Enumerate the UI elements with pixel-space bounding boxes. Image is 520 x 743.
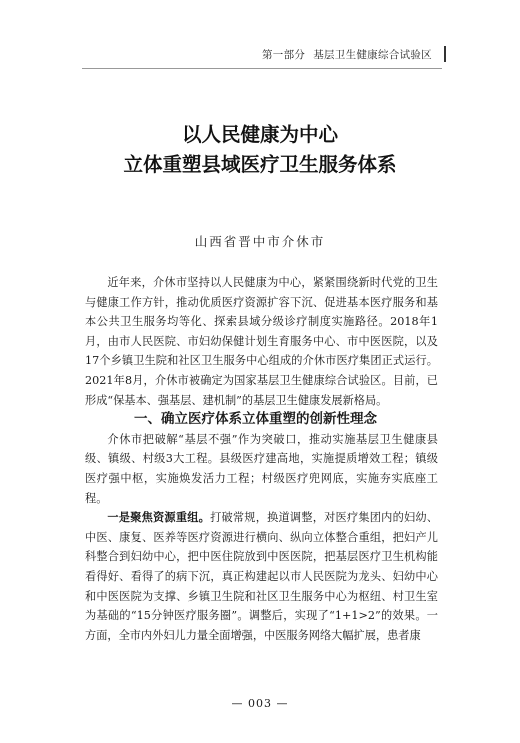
- running-head: [262, 46, 446, 62]
- paragraph-lead-strong: 一是聚焦资源重组。: [107, 510, 211, 525]
- header-rule: [82, 68, 442, 69]
- paragraph-overview: 介休市把破解“基层不强”作为突破口，推动实施基层卫生健康县级、镇级、村级3大工程。县级医疗建高地，实施提质增效工程；镇级医疗强中枢，实施焕发活力工程；村级医疗兜网底，实施夯实底座工程。: [85, 432, 438, 505]
- running-head-part: 第一部分: [261, 48, 306, 61]
- running-head-section: 基层卫生健康综合试验区: [313, 48, 432, 61]
- byline: 山西省晋中市介休市: [194, 234, 326, 249]
- paragraph-resource-reorg: [85, 508, 438, 645]
- paragraph-intro: 近年来，介休市坚持以人民健康为中心，紧紧围绕新时代党的卫生与健康工作方针，推动优质医疗资源扩容下沉、促进基本医疗服务和基本公共卫生服务均等化、探索县域分级诊疗制度实施路径。2018年1月，由市人民医院、市妇幼保健计划生育服务中心、市中医医院，以及17个乡镇卫生院和社区卫生服务中心组成的介休市医疗集团正式运行。2021年8月，介休市被确定为国家基层卫生健康综合试验区。目前，已形成“保基本、强基层、建机制”的基层卫生健康发展新格局。: [85, 276, 438, 407]
- article-title: [0, 120, 520, 180]
- title-line-2: 立体重塑县域医疗卫生服务体系: [123, 153, 397, 176]
- title-line-1: 以人民健康为中心: [181, 123, 338, 146]
- paragraph-lead-rest: 打破常规，换道调整，对医疗集团内的妇幼、中医、康复、医养等医疗资源进行横向、纵向立体整合重组，把妇产儿科整合到妇幼中心，把中医住院放到中医医院，把基层医疗卫生机构能看得好、看得了的病下沉，真正构建起以市人民医院为龙头、妇幼中心和中医医院为支撑、乡镇卫生院和社区卫生服务中心为枢纽、村卫生室为基础的“15分钟医疗服务圈”。调整后，实现了“1+1>2”的效果。一方面，全市内外妇儿力量全面增强，中医服务网络大幅扩展，患者康: [85, 511, 438, 642]
- page-number: — 003 —: [231, 697, 289, 710]
- article-body: [85, 273, 438, 645]
- section-heading: 一、确立医疗体系立体重塑的创新性理念: [134, 411, 377, 428]
- running-head-bar: [444, 46, 446, 62]
